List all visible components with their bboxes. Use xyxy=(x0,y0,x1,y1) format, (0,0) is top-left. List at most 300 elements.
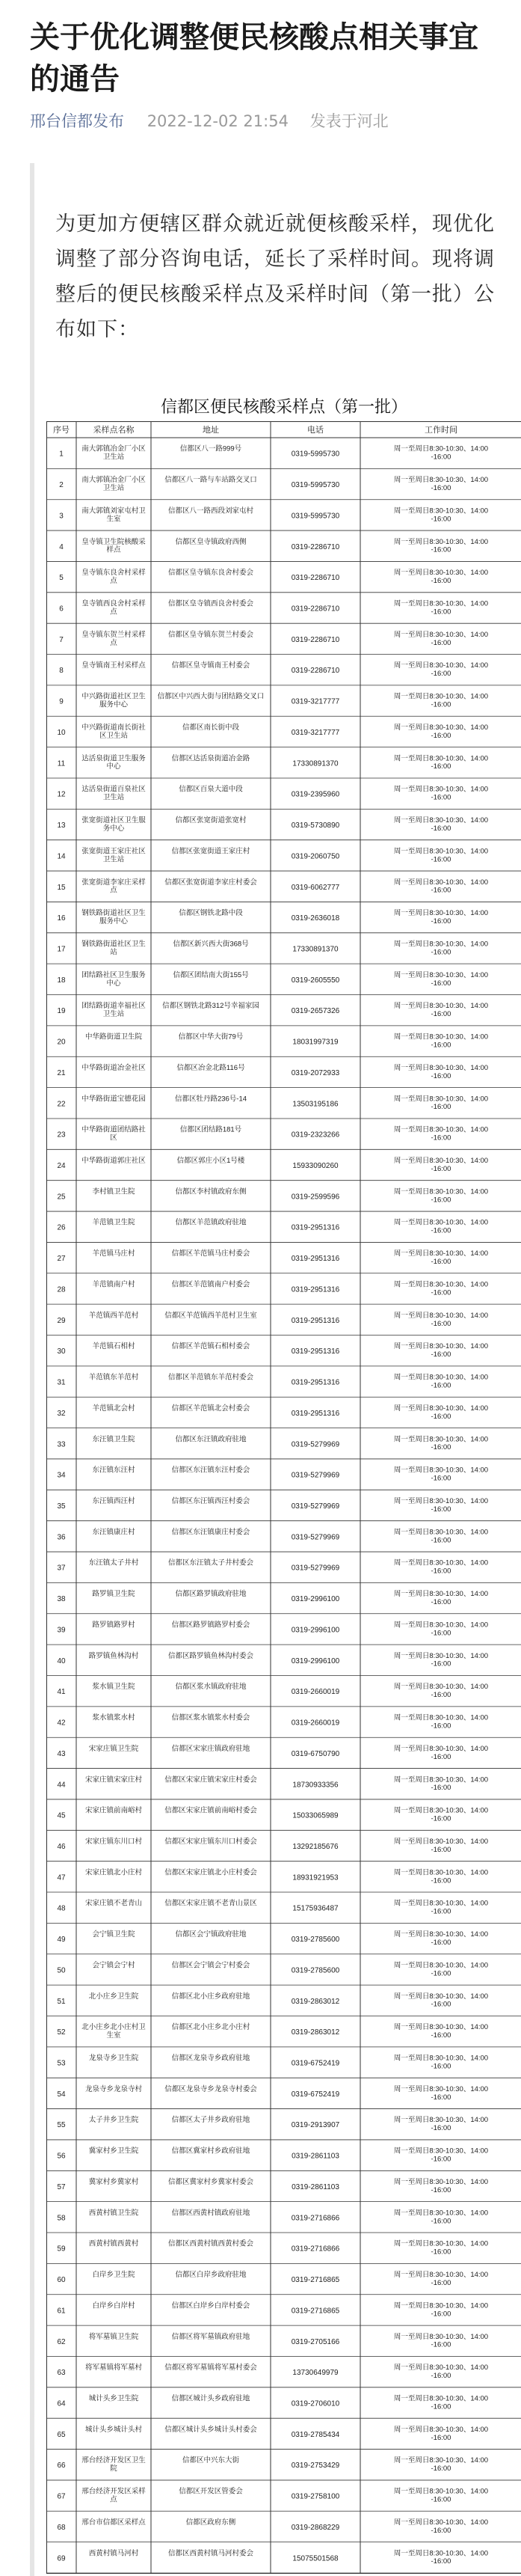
table-cell-address: 信都区牡丹路236号-14 xyxy=(174,1095,247,1104)
table-cell-hours: 周一至周日8:30-10:30、14:00 -16:00 xyxy=(393,2332,489,2349)
table-cell-no: 50 xyxy=(57,1966,66,1975)
table-cell-phone: 0319-2660019 xyxy=(291,1688,340,1697)
table-cell-name: 羊范镇马庄村 xyxy=(92,1249,135,1258)
table-cell-address: 信都区达活泉街道冶金路 xyxy=(171,754,250,763)
table-cell-no: 28 xyxy=(57,1285,66,1294)
table-cell-name: 浆水镇卫生院 xyxy=(92,1683,135,1692)
table-cell-no: 11 xyxy=(57,759,66,768)
table-cell-name: 团结路社区卫生服务中心 xyxy=(81,970,146,988)
table-cell-phone: 13730649979 xyxy=(292,2369,339,2378)
table-cell-name: 将军墓镇将军墓村 xyxy=(84,2364,143,2372)
table-cell-phone: 0319-2716866 xyxy=(291,2214,340,2223)
table-cell-name: 钢铁路街道社区卫生服务中心 xyxy=(81,909,146,926)
table-cell-address: 信都区钢铁北路中段 xyxy=(179,909,243,918)
table-cell-address: 信都区皇寺镇西良舍村委会 xyxy=(167,599,254,608)
table-cell-name: 羊范镇西羊范村 xyxy=(88,1311,139,1320)
table-cell-phone: 0319-3217777 xyxy=(291,728,340,737)
table-cell-name: 东汪镇康庄村 xyxy=(92,1528,135,1537)
table-cell-address: 信都区龙泉寺乡龙泉寺村委会 xyxy=(164,2084,257,2093)
table-cell-hours: 周一至周日8:30-10:30、14:00 -16:00 xyxy=(393,661,489,679)
table-cell-hours: 周一至周日8:30-10:30、14:00 -16:00 xyxy=(393,970,489,988)
table-cell-hours: 周一至周日8:30-10:30、14:00 -16:00 xyxy=(393,1899,489,1916)
table-cell-name: 团结路街道幸福社区卫生站 xyxy=(81,1002,146,1019)
table-cell-phone: 0319-5279969 xyxy=(291,1440,340,1449)
table-cell-hours: 周一至周日8:30-10:30、14:00 -16:00 xyxy=(393,2425,489,2442)
table-cell-no: 1 xyxy=(59,450,64,459)
table-cell-address: 信都区张宽街道王家庄村 xyxy=(171,847,250,856)
table-cell-name: 北小庄乡北小庄村卫生室 xyxy=(81,2023,146,2040)
table-cell-no: 38 xyxy=(57,1595,66,1604)
table-header-cell: 工作时间 xyxy=(425,426,457,435)
table-cell-name: 邢台市信都区采样点 xyxy=(81,2518,146,2527)
table-cell-address: 信都区龙泉寺乡政府驻地 xyxy=(171,2054,250,2063)
table-cell-address: 信都区城计头乡政府驻地 xyxy=(171,2394,250,2403)
table-cell-address: 信都区中兴西大街与团结路交叉口 xyxy=(157,692,265,701)
table-cell-phone: 0319-2286710 xyxy=(291,667,340,676)
table-cell-hours: 周一至周日8:30-10:30、14:00 -16:00 xyxy=(393,1404,489,1421)
table-cell-phone: 0319-2706010 xyxy=(291,2399,340,2408)
table-cell-hours: 周一至周日8:30-10:30、14:00 -16:00 xyxy=(393,1590,489,1607)
table-cell-phone: 0319-2753429 xyxy=(291,2462,340,2471)
table-cell-phone: 15033065989 xyxy=(292,1811,339,1820)
table-cell-no: 20 xyxy=(57,1038,66,1047)
table-cell-address: 信都区团结南大街155号 xyxy=(173,970,249,979)
table-cell-name: 羊范镇南户村 xyxy=(92,1280,135,1289)
table-cell-address: 信都区羊范镇东羊范村委会 xyxy=(167,1373,254,1382)
table-cell-phone: 0319-2785600 xyxy=(291,1966,340,1975)
table-cell-no: 16 xyxy=(57,914,66,923)
table-cell-name: 宋家庄镇前南峪村 xyxy=(84,1806,143,1815)
table-cell-name: 会宁镇会宁村 xyxy=(92,1961,135,1970)
table-cell-name: 邢台经济开发区采样点 xyxy=(81,2487,146,2504)
table-cell-phone: 0319-6752419 xyxy=(291,2059,340,2068)
table-cell-hours: 周一至周日8:30-10:30、14:00 -16:00 xyxy=(393,1837,489,1854)
table-cell-no: 15 xyxy=(57,883,66,892)
table-cell-phone: 0319-6752419 xyxy=(291,2090,340,2099)
table-cell-phone: 0319-2951316 xyxy=(291,1255,340,1264)
table-cell-address: 信都区百泉大道中段 xyxy=(179,785,243,794)
table-cell-hours: 周一至周日8:30-10:30、14:00 -16:00 xyxy=(393,1218,489,1235)
table-cell-no: 39 xyxy=(57,1626,66,1635)
table-cell-name: 路罗镇鱼林沟村 xyxy=(88,1651,139,1660)
table-cell-hours: 周一至周日8:30-10:30、14:00 -16:00 xyxy=(393,2084,489,2102)
table-cell-address: 信都区北小庄乡北小庄村 xyxy=(171,2023,250,2032)
table-cell-name: 羊范镇北会村 xyxy=(92,1404,135,1413)
table-cell-address: 信都区羊范镇马庄村委会 xyxy=(171,1249,250,1258)
table-cell-hours: 周一至周日8:30-10:30、14:00 -16:00 xyxy=(393,537,489,554)
article-title: 关于优化调整便民核酸点相关事宜的通告 xyxy=(30,20,478,97)
table-cell-name: 宋家庄镇东川口村 xyxy=(84,1837,143,1846)
table-cell-phone: 0319-2951316 xyxy=(291,1316,340,1325)
table-cell-phone: 0319-2705166 xyxy=(291,2337,340,2346)
table-cell-name: 中兴路街道社区卫生服务中心 xyxy=(81,692,146,709)
table-cell-name: 南大郭镇冶金厂小区卫生站 xyxy=(81,444,146,462)
table-cell-hours: 周一至周日8:30-10:30、14:00 -16:00 xyxy=(393,1002,489,1019)
table-cell-no: 18 xyxy=(57,976,66,985)
table-cell-hours: 周一至周日8:30-10:30、14:00 -16:00 xyxy=(393,878,489,895)
table-cell-name: 会宁镇卫生院 xyxy=(92,1930,135,1939)
table-cell-hours: 周一至周日8:30-10:30、14:00 -16:00 xyxy=(393,1744,489,1761)
table-cell-address: 信都区政府东侧 xyxy=(185,2518,236,2527)
table-cell-hours: 周一至周日8:30-10:30、14:00 -16:00 xyxy=(393,2177,489,2194)
table-cell-no: 44 xyxy=(57,1781,66,1790)
table-cell-no: 23 xyxy=(57,1131,66,1139)
table-cell-address: 信都区团结路181号 xyxy=(179,1125,242,1134)
table-cell-hours: 周一至周日8:30-10:30、14:00 -16:00 xyxy=(393,1713,489,1731)
table-cell-phone: 0319-2072933 xyxy=(291,1068,340,1077)
table-cell-name: 皇寺镇南王村采样点 xyxy=(81,661,146,670)
table-cell-no: 27 xyxy=(57,1255,66,1264)
table-cell-hours: 周一至周日8:30-10:30、14:00 -16:00 xyxy=(393,754,489,771)
table-cell-name: 龙泉寺乡龙泉寺村 xyxy=(84,2084,143,2093)
table-cell-name: 中华路街道郭庄社区 xyxy=(81,1157,146,1166)
table-cell-hours: 周一至周日8:30-10:30、14:00 -16:00 xyxy=(393,723,489,740)
table-cell-name: 中华路街道宝德花园 xyxy=(81,1095,146,1104)
table-cell-name: 南大郭镇冶金厂小区卫生站 xyxy=(81,476,146,492)
table-cell-name: 城计头乡卫生院 xyxy=(88,2394,139,2403)
table-cell-hours: 周一至周日8:30-10:30、14:00 -16:00 xyxy=(393,2549,489,2566)
table-cell-address: 信都区中兴东大街 xyxy=(182,2456,240,2465)
table-cell-phone: 0319-2951316 xyxy=(291,1347,340,1356)
table-cell-phone: 0319-2286710 xyxy=(291,574,340,583)
table-cell-no: 26 xyxy=(57,1223,66,1232)
table-cell-hours: 周一至周日8:30-10:30、14:00 -16:00 xyxy=(393,940,489,957)
table-cell-address: 信都区西黄村镇西黄村委会 xyxy=(167,2239,254,2248)
table-cell-address: 信都区皇寺镇东良舍村委会 xyxy=(167,569,254,578)
table-cell-address: 信都区宋家庄镇政府驻地 xyxy=(171,1744,250,1753)
table-cell-no: 7 xyxy=(59,635,64,644)
table-cell-no: 35 xyxy=(57,1502,66,1511)
table-cell-address: 信都区张宽街道张宽村 xyxy=(175,816,247,825)
table-cell-phone: 0319-2863012 xyxy=(291,2028,340,2037)
table-cell-no: 47 xyxy=(57,1873,66,1882)
table-cell-name: 邢台经济开发区卫生院 xyxy=(81,2456,146,2473)
table-cell-no: 63 xyxy=(57,2369,66,2378)
table-cell-name: 宋家庄镇北小庄村 xyxy=(84,1868,143,1877)
table-cell-phone: 18031997319 xyxy=(292,1038,339,1047)
table-cell-address: 信都区城计头乡城计头村委会 xyxy=(164,2425,257,2434)
table-cell-no: 67 xyxy=(57,2492,66,2501)
table-cell-address: 信都区西黄村镇马河村委会 xyxy=(167,2549,254,2558)
table-cell-address: 信都区东汪镇东汪村委会 xyxy=(171,1466,250,1475)
table-cell-hours: 周一至周日8:30-10:30、14:00 -16:00 xyxy=(393,1775,489,1793)
table-cell-name: 东汪镇太子井村 xyxy=(88,1558,139,1567)
table-cell-hours: 周一至周日8:30-10:30、14:00 -16:00 xyxy=(393,909,489,926)
table-cell-no: 60 xyxy=(57,2276,66,2285)
table-cell-phone: 0319-2868229 xyxy=(291,2523,340,2532)
table-cell-hours: 周一至周日8:30-10:30、14:00 -16:00 xyxy=(393,1651,489,1668)
table-cell-address: 信都区浆水镇政府驻地 xyxy=(175,1683,247,1692)
table-cell-no: 10 xyxy=(57,728,66,737)
table-cell-phone: 15075501568 xyxy=(292,2554,339,2563)
table-cell-address: 信都区东汪镇康庄村委会 xyxy=(171,1528,250,1537)
table-header-cell: 地址 xyxy=(203,426,219,435)
table-cell-name: 东汪镇东汪村 xyxy=(92,1466,135,1475)
table-cell-hours: 周一至周日8:30-10:30、14:00 -16:00 xyxy=(393,692,489,709)
table-cell-phone: 0319-6750790 xyxy=(291,1749,340,1758)
table-cell-no: 64 xyxy=(57,2399,66,2408)
table-cell-no: 4 xyxy=(59,542,64,551)
table-cell-hours: 周一至周日8:30-10:30、14:00 -16:00 xyxy=(393,2239,489,2257)
table-cell-no: 14 xyxy=(57,852,66,861)
table-cell-name: 浆水镇浆水村 xyxy=(92,1713,135,1722)
table-cell-phone: 0319-2716865 xyxy=(291,2276,340,2285)
table-cell-name: 皇寺镇东贺兰村采样点 xyxy=(81,630,146,647)
table-cell-phone: 0319-2861103 xyxy=(292,2182,339,2191)
table-cell-phone: 0319-3217777 xyxy=(291,697,340,706)
table-cell-no: 49 xyxy=(57,1936,66,1945)
table-cell-phone: 0319-2605550 xyxy=(291,976,340,985)
table-cell-address: 信都区张宽街道李家庄村委会 xyxy=(164,878,257,887)
intro-paragraph: 为更加方便辖区群众就近就便核酸采样，现优化调整了部分咨询电话，延长了采样时间。现将调整后的便民核酸采样点及采样时间（第一批）公布如下： xyxy=(55,212,495,341)
table-cell-address: 信都区羊范镇北会村委会 xyxy=(171,1404,250,1413)
table-cell-phone: 0319-2716866 xyxy=(291,2245,340,2254)
table-cell-address: 信都区八一路999号 xyxy=(179,444,242,453)
table-cell-hours: 周一至周日8:30-10:30、14:00 -16:00 xyxy=(393,630,489,647)
table-cell-address: 信都区新兴西大街368号 xyxy=(173,940,249,949)
table-cell-name: 白岸乡白岸村 xyxy=(92,2301,135,2310)
table-cell-phone: 0319-2657326 xyxy=(291,1007,340,1016)
table-cell-name: 南大郭镇刘家屯村卫生室 xyxy=(81,507,146,524)
table-cell-no: 61 xyxy=(57,2307,66,2316)
table-cell-hours: 周一至周日8:30-10:30、14:00 -16:00 xyxy=(393,1621,489,1638)
publish-datetime: 2022-12-02 21:54 xyxy=(147,112,289,130)
table-cell-phone: 13292185676 xyxy=(292,1842,339,1851)
table-cell-address: 信都区冶金北路116号 xyxy=(176,1063,245,1072)
table-cell-phone: 0319-5995730 xyxy=(291,450,340,459)
table-cell-name: 西黄村镇马河村 xyxy=(88,2549,139,2558)
table-cell-hours: 周一至周日8:30-10:30、14:00 -16:00 xyxy=(393,1497,489,1514)
table-cell-name: 张宽街道社区卫生服务中心 xyxy=(81,816,146,833)
table-cell-address: 信都区路罗镇鱼林沟村委会 xyxy=(167,1651,254,1660)
table-cell-name: 北小庄乡卫生院 xyxy=(88,1992,139,2001)
table-cell-name: 冀家村乡卫生院 xyxy=(88,2147,139,2156)
article-meta xyxy=(0,100,521,132)
table-cell-phone: 0319-2951316 xyxy=(291,1409,340,1418)
table-cell-phone: 0319-2286710 xyxy=(291,542,340,551)
table-cell-address: 信都区会宁镇政府驻地 xyxy=(175,1930,247,1939)
table-cell-hours: 周一至周日8:30-10:30、14:00 -16:00 xyxy=(393,1683,489,1700)
table-cell-hours: 周一至周日8:30-10:30、14:00 -16:00 xyxy=(393,816,489,833)
table-cell-address: 信都区东汪镇西汪村委会 xyxy=(171,1497,250,1505)
table-cell-phone: 0319-2951316 xyxy=(291,1378,340,1387)
table-cell-name: 冀家村乡冀家村 xyxy=(88,2177,139,2186)
table-cell-hours: 周一至周日8:30-10:30、14:00 -16:00 xyxy=(393,847,489,864)
table-cell-no: 69 xyxy=(57,2554,66,2563)
table-cell-hours: 周一至周日8:30-10:30、14:00 -16:00 xyxy=(393,2456,489,2473)
table-cell-phone: 0319-5279969 xyxy=(291,1564,340,1573)
table-cell-address: 信都区宋家庄镇宋家庄村委会 xyxy=(164,1775,257,1784)
table-cell-name: 中华路街道团结路社区 xyxy=(81,1125,146,1142)
table-cell-no: 21 xyxy=(57,1068,66,1077)
table-cell-name: 皇寺镇西良舍村采样点 xyxy=(81,599,146,617)
table-cell-phone: 0319-5279969 xyxy=(291,1502,340,1511)
table-cell-address: 信都区宋家庄镇北小庄村委会 xyxy=(164,1868,257,1877)
table-cell-address: 信都区白岸乡白岸村委会 xyxy=(171,2301,250,2310)
table-cell-no: 43 xyxy=(57,1749,66,1758)
table-cell-hours: 周一至周日8:30-10:30、14:00 -16:00 xyxy=(393,1373,489,1390)
table-header-cell: 电话 xyxy=(307,426,324,435)
table-cell-phone: 0319-2861103 xyxy=(292,2152,339,2161)
table-cell-address: 信都区冀家村乡冀家村委会 xyxy=(167,2177,254,2186)
table-header-cell: 序号 xyxy=(53,426,70,435)
table-cell-hours: 周一至周日8:30-10:30、14:00 -16:00 xyxy=(393,1125,489,1142)
table-cell-name: 东汪镇卫生院 xyxy=(92,1435,135,1444)
table-cell-no: 55 xyxy=(57,2121,66,2130)
table-cell-address: 信都区郭庄小区1号楼 xyxy=(176,1157,245,1166)
table-cell-address: 信都区羊范镇西羊范村卫生室 xyxy=(164,1311,257,1320)
table-header-cell: 采样点名称 xyxy=(93,426,135,435)
table-cell-address: 信都区钢铁北路312号幸福家园 xyxy=(162,1002,259,1011)
table-cell-phone: 0319-2758100 xyxy=(291,2492,340,2501)
table-cell-no: 24 xyxy=(57,1162,66,1171)
table-cell-phone: 0319-2996100 xyxy=(291,1595,340,1604)
table-cell-hours: 周一至周日8:30-10:30、14:00 -16:00 xyxy=(393,599,489,617)
table-cell-hours: 周一至周日8:30-10:30、14:00 -16:00 xyxy=(393,2271,489,2287)
table-cell-phone: 18931921953 xyxy=(292,1873,339,1882)
table-cell-address: 信都区路罗镇政府驻地 xyxy=(175,1590,247,1599)
table-cell-phone: 0319-2286710 xyxy=(291,605,340,614)
table-cell-no: 6 xyxy=(59,605,64,614)
sampling-table-image xyxy=(46,395,521,2576)
table-cell-phone: 0319-2785600 xyxy=(291,1936,340,1945)
source-account-link[interactable]: 邢台信都发布 xyxy=(30,112,124,130)
table-cell-phone: 0319-2913907 xyxy=(291,2121,340,2130)
table-cell-phone: 0319-2996100 xyxy=(291,1626,340,1635)
table-cell-hours: 周一至周日8:30-10:30、14:00 -16:00 xyxy=(393,2364,489,2381)
table-cell-address: 信都区皇寺镇政府西侧 xyxy=(175,537,247,546)
table-cell-hours: 周一至周日8:30-10:30、14:00 -16:00 xyxy=(393,2209,489,2226)
table-cell-address: 信都区浆水镇浆水村委会 xyxy=(171,1713,250,1722)
table-cell-hours: 周一至周日8:30-10:30、14:00 -16:00 xyxy=(393,2301,489,2319)
table-cell-address: 信都区羊范镇南户村委会 xyxy=(171,1280,250,1289)
table-cell-hours: 周一至周日8:30-10:30、14:00 -16:00 xyxy=(393,1249,489,1267)
table-cell-name: 中兴路街道南长街社区卫生站 xyxy=(81,723,146,740)
table-cell-address: 信都区太子井乡政府驻地 xyxy=(171,2116,250,2125)
table-title: 信都区便民核酸采样点（第一批） xyxy=(160,398,407,417)
table-cell-name: 张宽街道李家庄采样点 xyxy=(81,878,146,895)
table-cell-hours: 周一至周日8:30-10:30、14:00 -16:00 xyxy=(393,1435,489,1452)
publish-location: 发表于河北 xyxy=(309,112,389,130)
table-cell-no: 29 xyxy=(57,1316,66,1325)
table-cell-phone: 0319-2863012 xyxy=(291,1997,340,2006)
table-cell-no: 42 xyxy=(57,1719,66,1728)
table-cell-name: 达活泉街道卫生服务中心 xyxy=(81,754,146,771)
table-cell-address: 信都区皇寺镇东贺兰村委会 xyxy=(167,630,254,639)
table-cell-phone: 0319-2660019 xyxy=(291,1719,340,1728)
table-cell-name: 皇寺镇卫生院核酸采样点 xyxy=(81,537,146,554)
article-body xyxy=(30,163,521,2576)
table-cell-phone: 17330891370 xyxy=(292,945,339,954)
table-cell-phone: 18730933356 xyxy=(292,1781,339,1790)
table-cell-hours: 周一至周日8:30-10:30、14:00 -16:00 xyxy=(393,1187,489,1205)
table-cell-no: 19 xyxy=(57,1007,66,1016)
table-cell-no: 58 xyxy=(57,2214,66,2223)
table-cell-address: 信都区东汪镇政府驻地 xyxy=(175,1435,247,1444)
table-cell-no: 53 xyxy=(57,2059,66,2068)
table-cell-name: 宋家庄镇卫生院 xyxy=(88,1744,139,1753)
table-cell-no: 48 xyxy=(57,1904,66,1913)
table-cell-name: 路罗镇路罗村 xyxy=(92,1621,135,1630)
table-cell-no: 40 xyxy=(57,1656,66,1665)
table-cell-address: 信都区北小庄乡政府驻地 xyxy=(171,1992,250,2001)
table-cell-no: 2 xyxy=(59,481,64,490)
table-cell-hours: 周一至周日8:30-10:30、14:00 -16:00 xyxy=(393,1961,489,1978)
table-cell-address: 信都区将军墓镇政府驻地 xyxy=(171,2332,250,2341)
table-cell-hours: 周一至周日8:30-10:30、14:00 -16:00 xyxy=(393,1032,489,1050)
table-cell-no: 32 xyxy=(57,1409,66,1418)
table-cell-no: 30 xyxy=(57,1347,66,1356)
table-cell-address: 信都区会宁镇会宁村委会 xyxy=(171,1961,250,1970)
table-cell-name: 太子井乡卫生院 xyxy=(88,2116,139,2125)
table-cell-no: 37 xyxy=(57,1564,66,1573)
table-cell-address: 信都区李村镇政府东侧 xyxy=(175,1187,247,1196)
table-cell-phone: 0319-2599596 xyxy=(291,1193,340,1202)
table-cell-name: 西黄村镇西黄村 xyxy=(88,2239,139,2248)
table-cell-no: 68 xyxy=(57,2523,66,2532)
table-cell-phone: 0319-6062777 xyxy=(291,883,340,892)
table-cell-address: 信都区八一路西段刘家屯村 xyxy=(167,507,254,515)
table-cell-address: 信都区宋家庄镇东川口村委会 xyxy=(164,1837,257,1846)
table-cell-phone: 0319-5995730 xyxy=(291,512,340,521)
table-cell-no: 33 xyxy=(57,1440,66,1449)
table-cell-no: 62 xyxy=(57,2337,66,2346)
table-cell-no: 3 xyxy=(59,512,64,521)
table-cell-no: 12 xyxy=(57,790,66,799)
table-cell-phone: 0319-2785434 xyxy=(291,2430,340,2439)
table-cell-address: 信都区南长街中段 xyxy=(182,723,240,732)
table-cell-phone: 0319-5995730 xyxy=(291,481,340,490)
table-cell-address: 信都区冀家村乡政府驻地 xyxy=(171,2147,250,2156)
table-cell-no: 36 xyxy=(57,1533,66,1542)
table-cell-hours: 周一至周日8:30-10:30、14:00 -16:00 xyxy=(393,2116,489,2133)
table-cell-no: 13 xyxy=(57,822,66,830)
table-cell-phone: 0319-2060750 xyxy=(291,852,340,861)
table-cell-address: 信都区东汪镇太子井村委会 xyxy=(167,1558,254,1567)
table-cell-address: 信都区路罗镇路罗村委会 xyxy=(171,1621,250,1630)
table-cell-address: 信都区宋家庄镇不老青山景区 xyxy=(164,1899,257,1908)
table-cell-no: 52 xyxy=(57,2028,66,2037)
table-cell-hours: 周一至周日8:30-10:30、14:00 -16:00 xyxy=(393,1528,489,1545)
table-cell-phone: 0319-2716865 xyxy=(291,2307,340,2316)
table-cell-phone: 15175936487 xyxy=(292,1904,339,1913)
table-cell-name: 羊范镇东羊范村 xyxy=(88,1373,139,1382)
table-cell-no: 9 xyxy=(59,697,64,706)
table-cell-address: 信都区将军墓镇将军墓村委会 xyxy=(164,2364,257,2372)
table-cell-address: 信都区羊范镇石相村委会 xyxy=(171,1342,250,1351)
table-cell-hours: 周一至周日8:30-10:30、14:00 -16:00 xyxy=(393,2394,489,2411)
table-cell-hours: 周一至周日8:30-10:30、14:00 -16:00 xyxy=(393,1157,489,1173)
table-cell-no: 25 xyxy=(57,1193,66,1202)
table-cell-no: 46 xyxy=(57,1842,66,1851)
table-cell-phone: 0319-5730890 xyxy=(291,822,340,830)
table-cell-no: 54 xyxy=(57,2090,66,2099)
table-cell-address: 信都区皇寺镇南王村委会 xyxy=(171,661,250,670)
table-cell-hours: 周一至周日8:30-10:30、14:00 -16:00 xyxy=(393,785,489,802)
table-cell-hours: 周一至周日8:30-10:30、14:00 -16:00 xyxy=(393,1095,489,1112)
table-cell-no: 66 xyxy=(57,2462,66,2471)
table-cell-name: 皇寺镇东良舍村采样点 xyxy=(81,569,146,586)
table-cell-hours: 周一至周日8:30-10:30、14:00 -16:00 xyxy=(393,2518,489,2535)
table-cell-name: 宋家庄镇不老青山 xyxy=(84,1899,143,1908)
table-cell-name: 中华路街道卫生院 xyxy=(84,1032,143,1041)
table-cell-hours: 周一至周日8:30-10:30、14:00 -16:00 xyxy=(393,2023,489,2040)
table-cell-hours: 周一至周日8:30-10:30、14:00 -16:00 xyxy=(393,2487,489,2504)
table-cell-name: 羊范镇石相村 xyxy=(92,1342,135,1351)
table-cell-address: 信都区白岸乡政府驻地 xyxy=(175,2271,247,2280)
table-cell-phone: 17330891370 xyxy=(292,759,339,768)
table-cell-name: 羊范镇卫生院 xyxy=(92,1218,135,1227)
